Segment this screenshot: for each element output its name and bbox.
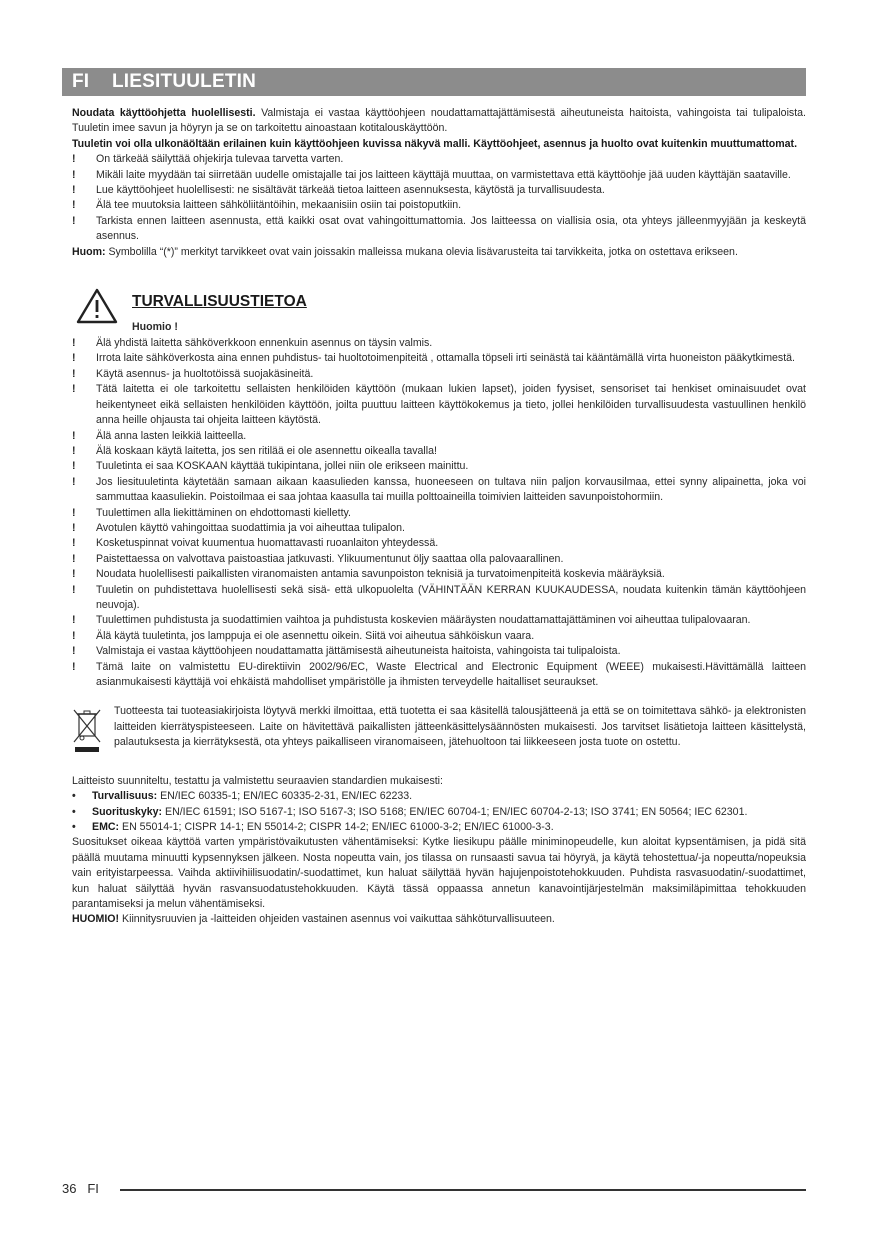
warning-triangle-icon: [76, 288, 118, 324]
standards-intro: Laitteisto suunniteltu, testattu ja valmistettu seuraavien standardien mukaisesti:: [72, 774, 443, 787]
list-item-text: Kosketuspinnat voivat kuumentua huomattavasti ruoanlaiton yhteydessä.: [96, 537, 439, 550]
warning-list-item: [62, 644, 806, 659]
list-item-text: Paistettaessa on valvottava paistoastiaa jatkuvasti. Ylikuumentunut öljy saattaa olla palovaarallinen.: [96, 552, 564, 565]
intro-section: [62, 106, 806, 152]
warning-list-item: [62, 459, 806, 474]
list-item-text: Noudata huolellisesti paikallisten viranomaisten antamia savunpoiston teknisiä ja turvatoimenpiteitä koskevia määräyksiä.: [96, 568, 665, 581]
warning-list-item: [62, 351, 806, 366]
exclamation-marker: !: [72, 506, 76, 519]
list-item-text: Tuulettimen puhdistusta ja suodattimien vaihtoa ja puhdistusta koskevien määräysten noudattamattajättäminen voi aiheuttaa tulipalovaaran.: [96, 614, 751, 627]
list-item-text: Käytä asennus- ja huoltotöissä suojakäsineitä.: [96, 367, 314, 380]
bullet-marker: •: [72, 805, 76, 818]
crossed-out-wheelie-bin-icon: [72, 708, 102, 754]
list-item-text: Jos liesituuletinta käytetään samaan aikaan kaasulieden kanssa, huoneeseen on tultava niin paljon korvausilmaa, ettei synny alipainetta, joka voi sammuttaa kaasuliekin. Poistoilmaa ei saa johtaa kaasulla tai muilla polttoaineilla toimivien laitteiden savunpoistohormiin.: [96, 475, 806, 504]
list-item-text: Valmistaja ei vastaa käyttöohjeen noudattamatta jättämisestä aiheutuneista haitoista, vahingoista tai tulipaloista.: [96, 645, 621, 658]
page-footer: [62, 1181, 806, 1201]
bullet-marker: •: [72, 821, 76, 834]
warning-list-item: [62, 444, 806, 459]
list-item-text: Älä koskaan käytä laitetta, jos sen ritilää ei ole asennettu oikealla tavalla!: [96, 444, 437, 457]
language-code: FI: [72, 71, 90, 93]
warning-list-item: [62, 168, 806, 183]
safety-title: TURVALLISUUSTIETOA: [132, 293, 307, 311]
list-item-text: Tuuletinta ei saa KOSKAAN käyttää tukipintana, jollei niin ole erikseen mainittu.: [96, 460, 469, 473]
warning-list-item: [62, 567, 806, 582]
exclamation-marker: !: [72, 153, 76, 166]
page-title: LIESITUULETIN: [112, 71, 257, 93]
list-item-text: Tuuletin on puhdistettava huolellisesti sekä sisä- että ulkopuolelta (VÄHINTÄÄN KERRAN KUUKAUDESSA, noudata kuitenkin tämän käyttöohjeen neuvoja).: [96, 583, 806, 611]
exclamation-marker: !: [72, 352, 76, 365]
warning-list-item: [62, 660, 806, 691]
list-item-text: Älä anna lasten leikkiä laitteella.: [96, 429, 247, 442]
exclamation-marker: !: [72, 460, 76, 473]
warning-list-item: [62, 552, 806, 567]
warning-list-item: [62, 521, 806, 536]
standard-value: EN 55014-1; CISPR 14-1; EN 55014-2; CISPR 14-2; EN/IEC 61000-3-2; EN/IEC 61000-3-3.: [119, 821, 554, 834]
accessory-note: Huom: Symbolilla “(*)” merkityt tarvikkeet ovat vain joissakin malleissa mukana olevia lisävarusteita tai tarvikkeita, jotka on ostettava erikseen.: [72, 245, 738, 258]
standard-label: EMC:: [92, 821, 120, 834]
list-item-text: Mikäli laite myydään tai siirretään uudelle omistajalle tai jos laitteen käyttäjä muuttaa, on varmistettava että käyttöohje jää uuden käyttäjän saataville.: [96, 168, 791, 181]
warning-list-item: [62, 629, 806, 644]
exclamation-marker: !: [72, 568, 76, 581]
warning-list-item: [62, 214, 806, 245]
warning-list-item: [62, 382, 806, 428]
exclamation-marker: !: [72, 645, 76, 658]
exclamation-marker: !: [72, 583, 76, 596]
warning-list-item: [62, 367, 806, 382]
list-item-text: On tärkeää säilyttää ohjekirja tulevaa tarvetta varten.: [96, 153, 344, 166]
exclamation-marker: !: [72, 475, 76, 488]
safety-subtitle: Huomio !: [132, 321, 178, 334]
exclamation-marker: !: [72, 444, 76, 457]
list-item-text: Tuulettimen alla liekittäminen on ehdottomasti kielletty.: [96, 506, 351, 519]
standard-value: EN/IEC 61591; ISO 5167-1; ISO 5167-3; ISO 5168; EN/IEC 60704-1; EN/IEC 60704-2-13; ISO 3741; EN 50564; IEC 62301.: [162, 805, 748, 818]
exclamation-marker: !: [72, 660, 76, 673]
list-item-text: Tarkista ennen laitteen asennusta, että kaikki osat ovat vahingoittumattomia. Jos laitteessa on viallisia osia, ota yhteys jälleenmyyjään ja keskeytä asennus.: [96, 214, 806, 243]
warning-list-item: [62, 152, 806, 167]
warning-list-item: [62, 336, 806, 351]
exclamation-marker: !: [72, 337, 76, 350]
standard-label: Suorituskyky:: [92, 805, 163, 818]
standards-section: [62, 774, 806, 928]
warning-list-item: [62, 183, 806, 198]
final-warning: HUOMIO! Kiinnitysruuvien ja -laitteiden ohjeiden vastainen asennus voi vaikuttaa sähköturvallisuuteen.: [72, 913, 555, 926]
usage-advice: Suositukset oikeaa käyttöä varten ympäristövaikutusten vähentämiseksi: Kytke liesikupu päälle miniminopeudelle, kun aloitat kypsentämisen, ja pidä sitä päällä muutama minuutti kypsennyksen jälkeen. Nosta nopeutta vain, jos tilassa on runsaasti savua tai höyryä, ja käytä tehostettua/-ja nopeutta/nopeuksia vain erityistarpeessa. Vaihda aktiivihiilisuodatin/-suodattimet, kun haluat säilyttää hyvän hajujenpoistotehokkuuden. Puhdista rasvasuodatin/-suodattimet, kun haluat säilyttää hyvän rasvansuodatustehokkuuden. Käytä tässä oppaassa annetun kanavointijärjestelmän maksimiläpimittaa tehokkuuden parantamiseksi ja melun vähentämiseksi.: [72, 836, 806, 911]
exclamation-marker: !: [72, 383, 76, 396]
intro-model-note: Tuuletin voi olla ulkonäöltään erilainen kuin käyttöohjeen kuvissa näkyvä malli. Käyttöohjeet, asennus ja huolto ovat kuitenkin muuttumattomat.: [72, 137, 798, 150]
list-item-text: Tätä laitetta ei ole tarkoitettu sellaisten henkilöiden käyttöön (mukaan lukien lapset), joiden fyysiset, sensoriset tai henkiset ominaisuudet ovat heikentyneet eikä sellaisten henkilöiden käyttöön, joilta puuttuu laitteen käyttökokemus ja tieto, jollei henkilöiden turvallisuudesta vastuullinen henkilö anna heille ohjausta tai ohjeita laitteen käytöstä.: [96, 383, 806, 427]
weee-text: Tuotteesta tai tuoteasiakirjoista löytyvä merkki ilmoittaa, että tuotetta ei saa käsitellä talousjätteenä ja että se on toimitettava sähkö- ja elektronisten laitteiden kierrätyspisteeseen. Laite on hävitettävä paikallisten jätteenkäsittelysäännösten mukaisesti. Jos tarvitset lisätietoja laitteen käsittelystä, palautuksesta ja kierrätyksestä, ota yhteys paikalliseen viranomaiseen, jätehuoltoon tai liikkeeseen josta tuote on ostettu.: [114, 705, 806, 749]
exclamation-marker: !: [72, 367, 76, 380]
standards-list: [72, 789, 806, 835]
exclamation-marker: !: [72, 629, 76, 642]
exclamation-marker: !: [72, 429, 76, 442]
list-item-text: Lue käyttöohjeet huolellisesti: ne sisältävät tärkeää tietoa laitteen asennuksesta, käytöstä ja turvallisuudesta.: [96, 184, 605, 197]
list-item-text: Tämä laite on valmistettu EU-direktiivin 2002/96/EC, Waste Electrical and Electronic Equipment (WEEE) mukaisesti.Hävittämällä laitteen asianmukaisesti käyttäjä voi ehkäistä mahdolliset ympäristölle ja ihmisten terveydelle haitalliset seuraukset.: [96, 660, 806, 688]
list-item-text: Avotulen käyttö vahingoittaa suodattimia ja voi aiheuttaa tulipalon.: [96, 521, 405, 534]
safety-list: [62, 336, 806, 690]
intro-list: [62, 152, 806, 244]
exclamation-marker: !: [72, 552, 76, 565]
exclamation-marker: !: [72, 184, 76, 197]
footer-rule: [120, 1189, 806, 1191]
weee-section: [62, 704, 806, 759]
warning-list-item: [62, 613, 806, 628]
exclamation-marker: !: [72, 168, 76, 181]
exclamation-marker: !: [72, 614, 76, 627]
exclamation-marker: !: [72, 537, 76, 550]
warning-list-item: [62, 198, 806, 213]
standard-item: [72, 820, 806, 835]
section-banner: [62, 68, 806, 96]
warning-list-item: [62, 536, 806, 551]
document-page: [62, 68, 806, 928]
standard-label: Turvallisuus:: [92, 790, 158, 803]
list-item-text: Irrota laite sähköverkosta aina ennen puhdistus- tai huoltotoimenpiteitä , ottamalla töpseli irti seinästä tai kääntämällä virta huoneiston pääkytkimestä.: [96, 352, 795, 365]
exclamation-marker: !: [72, 521, 76, 534]
warning-list-item: [62, 475, 806, 506]
intro-paragraph: Noudata käyttöohjetta huolellisesti. Valmistaja ei vastaa käyttöohjeen noudattamattajättämisestä aiheutuneista haitoista, vahingoista tai tulipaloista. Tuuletin imee savun ja höyryn ja se on tarkoitettu ainoastaan kotitalouskäyttöön.: [72, 107, 806, 135]
list-item-text: Älä käytä tuuletinta, jos lamppuja ei ole asennettu oikein. Siitä voi aiheutua sähköiskun vaara.: [96, 629, 535, 642]
warning-list-item: [62, 506, 806, 521]
page-number: 36 FI: [62, 1181, 99, 1196]
standard-value: EN/IEC 60335-1; EN/IEC 60335-2-31, EN/IEC 62233.: [157, 790, 413, 803]
list-item-text: Älä tee muutoksia laitteen sähköliitäntöihin, mekaanisiin osiin tai poistoputkiin.: [96, 199, 462, 212]
exclamation-marker: !: [72, 214, 76, 227]
standard-item: [72, 805, 806, 820]
warning-list-item: [62, 429, 806, 444]
safety-header: [62, 274, 806, 336]
exclamation-marker: !: [72, 199, 76, 212]
bullet-marker: •: [72, 790, 76, 803]
warning-list-item: [62, 583, 806, 614]
standard-item: [72, 789, 806, 804]
list-item-text: Älä yhdistä laitetta sähköverkkoon ennenkuin asennus on täysin valmis.: [96, 337, 433, 350]
